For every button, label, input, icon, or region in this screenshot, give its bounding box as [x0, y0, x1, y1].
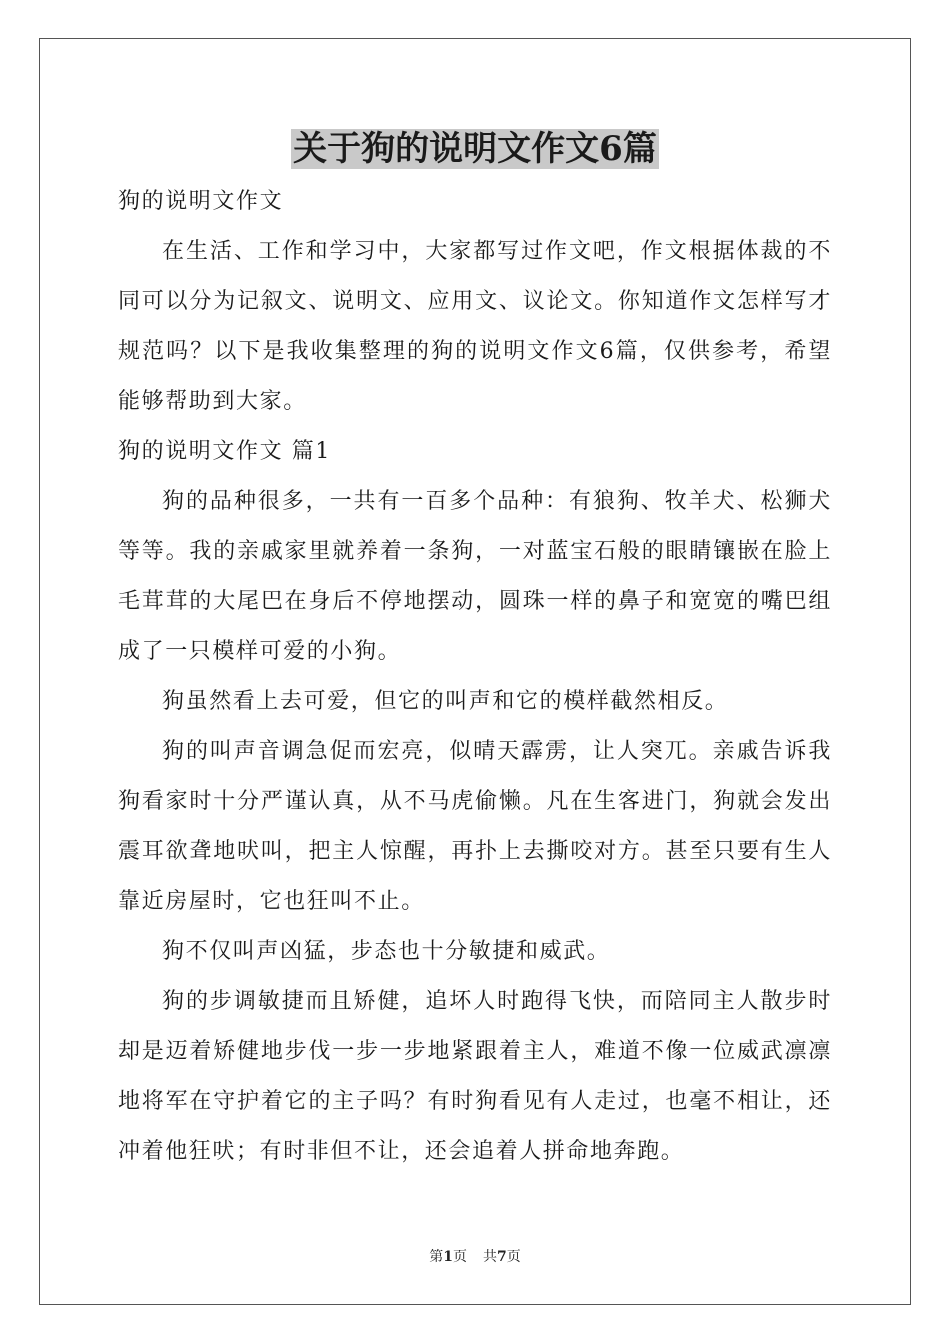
intro-paragraph: 在生活、工作和学习中，大家都写过作文吧，作文根据体裁的不同可以分为记叙文、说明文、应用文、议论文。你知道作文怎样写才规范吗？以下是我收集整理的狗的说明文作文6篇，仅供参考，希望能够帮助到大家。 [118, 239, 832, 414]
page-current: 1 [443, 1249, 453, 1265]
section-heading: 狗的说明文作文 篇1 [118, 439, 331, 464]
document-title-container [0, 126, 950, 172]
page-total: 7 [497, 1249, 507, 1265]
body-paragraph-3: 狗的叫声音调急促而宏亮，似晴天霹雳，让人突兀。亲戚告诉我狗看家时十分严谨认真，从不马虎偷懒。凡在生客进门，狗就会发出震耳欲聋地吠叫，把主人惊醒，再扑上去撕咬对方。甚至只要有生人靠近房屋时，它也狂叫不止。 [118, 739, 832, 914]
body-paragraph-5: 狗的步调敏捷而且矫健，追坏人时跑得飞快，而陪同主人散步时却是迈着矫健地步伐一步一步地紧跟着主人，难道不像一位威武凛凛地将军在守护着它的主子吗？有时狗看见有人走过，也毫不相让，还冲着他狂吠；有时非但不让，还会追着人拼命地奔跑。 [118, 989, 832, 1164]
document-title: 关于狗的说明文作文6篇 [293, 129, 657, 169]
total-prefix: 共 [483, 1249, 497, 1265]
page-suffix: 页 [453, 1249, 467, 1265]
body-paragraph-4: 狗不仅叫声凶猛，步态也十分敏捷和威武。 [162, 939, 611, 964]
body-paragraph-2: 狗虽然看上去可爱，但它的叫声和它的模样截然相反。 [162, 689, 729, 714]
document-body [118, 177, 832, 1177]
page-footer [0, 1246, 950, 1266]
body-paragraph-1: 狗的品种很多，一共有一百多个品种：有狼狗、牧羊犬、松狮犬等等。我的亲戚家里就养着一条狗，一对蓝宝石般的眼睛镶嵌在脸上毛茸茸的大尾巴在身后不停地摆动，圆珠一样的鼻子和宽宽的嘴巴组成了一只模样可爱的小狗。 [118, 489, 832, 664]
total-suffix: 页 [506, 1249, 521, 1265]
page-prefix: 第 [429, 1249, 444, 1265]
document-subtitle: 狗的说明文作文 [118, 189, 284, 214]
